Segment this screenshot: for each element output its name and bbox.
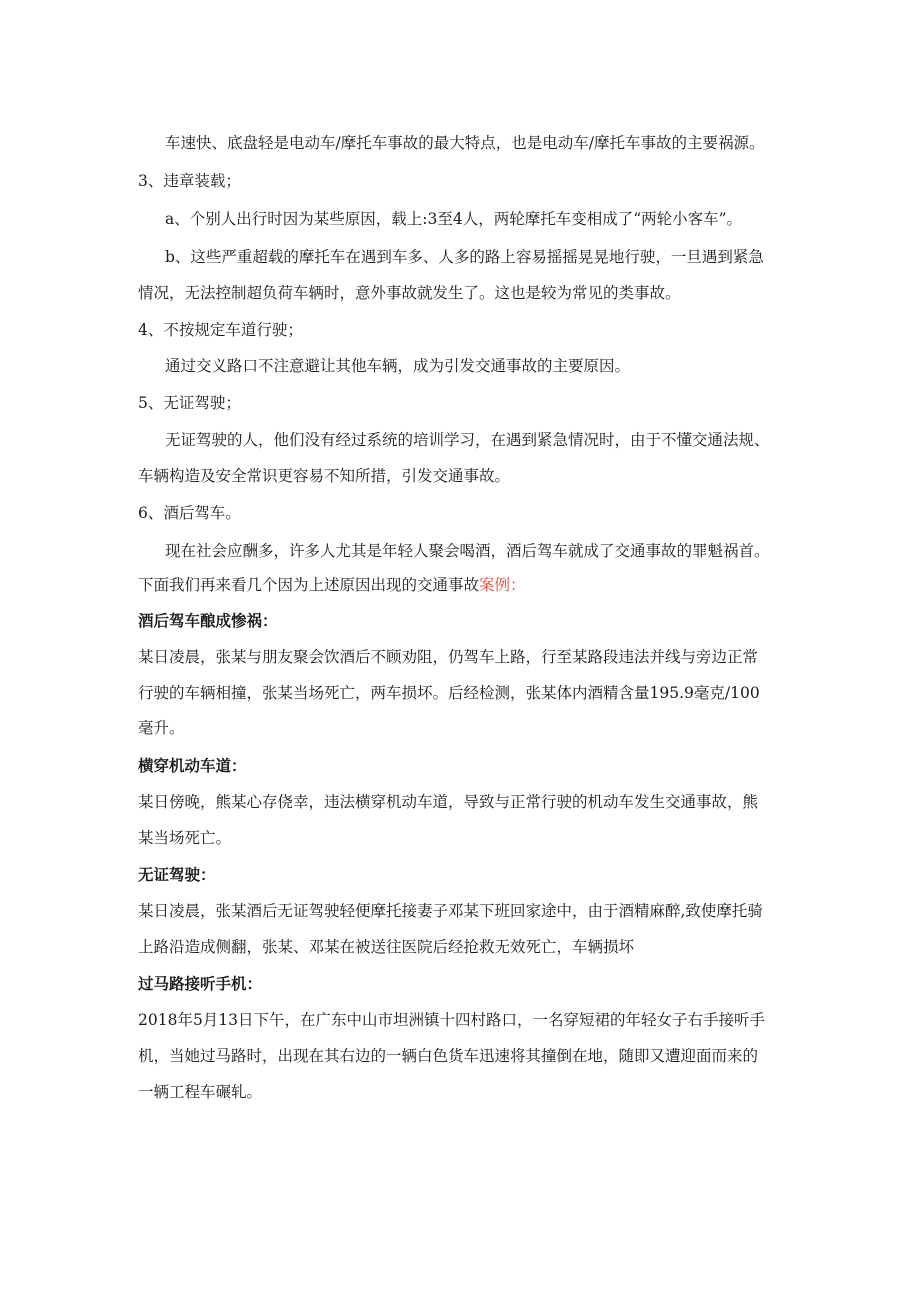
case-heading: 横穿机动车道： [138, 757, 247, 775]
intro-paragraph: 车速快、底盘轻是电动车/摩托车事故的最大特点，也是电动车/摩托车事故的主要祸源。 [165, 134, 765, 152]
item-3-point-b-line-1: b、这些严重超载的摩托车在遇到车多、人多的路上容易摇摇晃晃地行驶，一旦遇到紧急 [165, 248, 764, 266]
case-text-line: 行驶的车辆相撞，张某当场死亡，两车损坏。后经检测，张某体内酒精含量195.9毫克/100 [138, 684, 760, 702]
item-6-title: 6、酒后驾车。 [138, 504, 241, 522]
item-6-line-2 [138, 574, 526, 596]
item-3-point-b-line-2: 情况，无法控制超负荷车辆时，意外事故就发生了。这也是较为常见的类事故。 [138, 284, 681, 302]
case-heading: 酒后驾车酿成惨祸： [138, 612, 278, 630]
case-text-line: 一辆工程车碾轧。 [138, 1083, 263, 1101]
case-text-line: 上路沿造成侧翻，张某、邓某在被送往医院后经抢救无效死亡，车辆损坏 [138, 938, 635, 956]
item-5-line-1: 无证驾驶的人，他们没有经过系统的培训学习，在遇到紧急情况时，由于不懂交通法规、 [165, 431, 770, 449]
case-text-line: 某日凌晨，张某酒后无证驾驶轻便摩托接妻子邓某下班回家途中，由于酒精麻醉,致使摩托骑 [138, 902, 763, 920]
item-6-line-2-text: 下面我们再来看几个因为上述原因出现的交通事故 [138, 576, 480, 594]
case-text-line: 毫升。 [138, 719, 185, 737]
case-heading: 无证驾驶： [138, 866, 216, 884]
case-text-line: 2018年5月13日下午，在广东中山市坦洲镇十四村路口，一名穿短裙的年轻女子右手接听手 [138, 1011, 766, 1029]
item-5-line-2: 车辆构造及安全常识更容易不知所措，引发交通事故。 [138, 467, 511, 485]
case-text-line: 某日傍晚，熊某心存侥幸，违法横穿机动车道，导致与正常行驶的机动车发生交通事故，熊 [138, 793, 759, 811]
item-5-title: 5、无证驾驶； [138, 394, 241, 412]
item-3-point-a: a、个别人出行时因为某些原因，载上:3至4人，两轮摩托车变相成了“两轮小客车”。 [165, 210, 743, 228]
cases-link[interactable]: 案例： [479, 576, 526, 594]
case-text-line: 某当场死亡。 [138, 829, 232, 847]
item-6-line-1: 现在社会应酬多，许多人尤其是年轻人聚会喝酒，酒后驾车就成了交通事故的罪魁祸首。 [165, 542, 770, 560]
item-4-body: 通过交义路口不注意避让其他车辆，成为引发交通事故的主要原因。 [165, 357, 631, 375]
item-3-title: 3、违章装载； [138, 172, 241, 190]
case-text-line: 机，当她过马路时，出现在其右边的一辆白色货车迅速将其撞倒在地，随即又遭迎面而来的 [138, 1047, 759, 1065]
case-heading: 过马路接听手机： [138, 975, 263, 993]
item-4-title: 4、不按规定车道行驶； [138, 321, 303, 339]
case-text-line: 某日凌晨，张某与朋友聚会饮酒后不顾劝阻，仍驾车上路，行至某路段违法并线与旁边正常 [138, 648, 759, 666]
